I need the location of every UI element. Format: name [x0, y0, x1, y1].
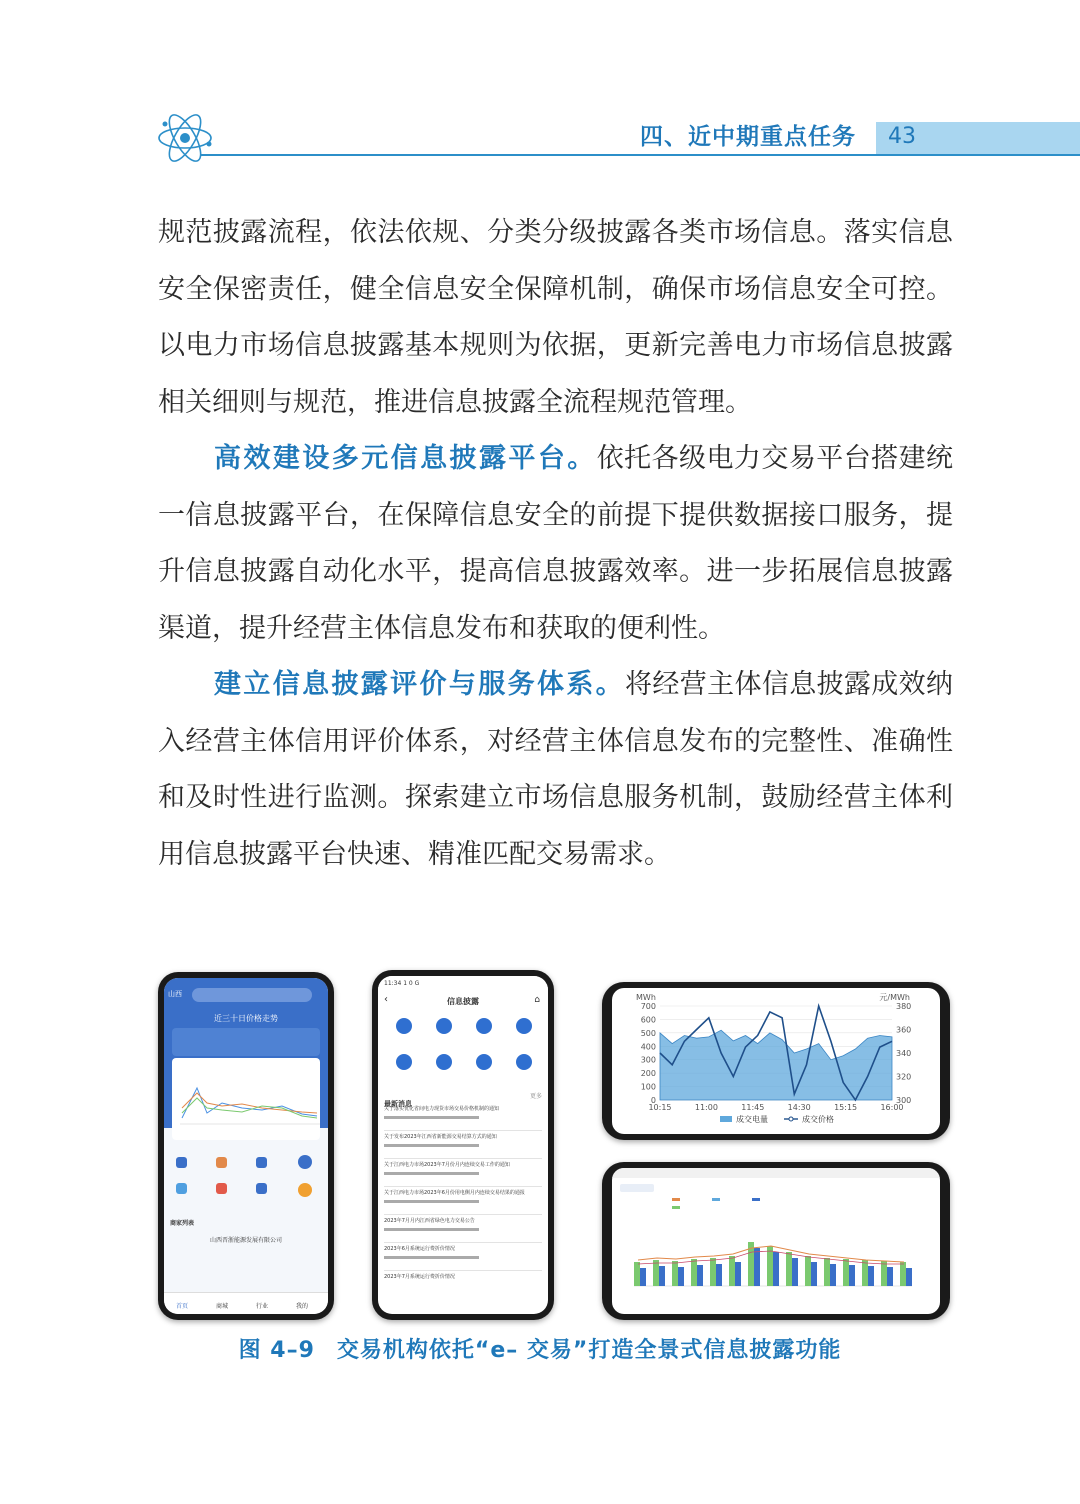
- bar-series: [634, 1242, 912, 1286]
- y2-tick-label: 380: [896, 1002, 912, 1011]
- bar: [805, 1256, 811, 1286]
- announcement-icon[interactable]: [216, 1183, 227, 1194]
- bottom-nav: [164, 1292, 328, 1314]
- category-icon-6[interactable]: [436, 1054, 452, 1070]
- bar: [767, 1246, 773, 1286]
- contract-icon[interactable]: [216, 1157, 227, 1168]
- news-item-title: 关于江西电力市场2023年6月份用电侧月内连续交易结果的通报: [384, 1190, 525, 1196]
- legend-swatch-volume: [720, 1116, 732, 1122]
- legend-label-volume: 成交电量: [736, 1115, 768, 1124]
- phone-disclosure-app: [372, 970, 554, 1320]
- series-area-volume: [660, 1030, 892, 1100]
- header-rule: [200, 154, 1080, 156]
- bar: [906, 1268, 912, 1286]
- bar: [868, 1266, 874, 1286]
- news-item[interactable]: [384, 1217, 542, 1243]
- phone-bar-chart: [602, 1162, 950, 1320]
- category-icon-1[interactable]: [396, 1018, 412, 1034]
- nav-home[interactable]: 首页: [176, 1303, 189, 1310]
- bar: [786, 1252, 792, 1286]
- bar-chart-screen: [612, 1168, 940, 1314]
- y-tick-label: 700: [640, 1002, 656, 1011]
- bar: [697, 1265, 703, 1286]
- y-tick-label: 100: [640, 1082, 656, 1092]
- bar: [849, 1265, 855, 1286]
- news-item[interactable]: [384, 1273, 542, 1299]
- phone-market-app: [158, 972, 334, 1320]
- figure-number: 图 4–9: [238, 1338, 315, 1363]
- market-info-icon[interactable]: [176, 1183, 187, 1194]
- category-icon-2[interactable]: [436, 1018, 452, 1034]
- trade-chart-screen: [612, 988, 940, 1134]
- atom-icon: [155, 108, 215, 168]
- news-item[interactable]: [384, 1161, 542, 1187]
- bar: [773, 1252, 779, 1286]
- bar: [887, 1267, 893, 1286]
- news-item-title: 关于江西电力市场2023年7月份月内连续交易工作的通知: [384, 1162, 510, 1168]
- news-item[interactable]: [384, 1133, 542, 1159]
- bar: [830, 1264, 836, 1286]
- latest-news: [384, 1091, 542, 1301]
- y-tick-label: 400: [640, 1042, 656, 1052]
- paragraph-1-text: 规范披露流程，依法依规、分类分级披露各类市场信息。落实信息安全保密责任，健全信息安全保障机制，确保市场信息安全可控。以电力市场信息披露基本规则为依据，更新完善电力市场信息披露相关细则与规范，推进信息披露全流程规范管理。: [158, 217, 953, 418]
- price-trend-lines: [172, 1058, 324, 1140]
- bar: [735, 1262, 741, 1286]
- paragraph-2-heading: 高效建设多元信息披露平台。: [214, 443, 597, 474]
- paragraph-3-heading: 建立信息披露评价与服务体系。: [214, 669, 626, 700]
- x-tick-label: 15:15: [834, 1103, 858, 1112]
- y2-tick-label: 340: [896, 1049, 912, 1058]
- y2-axis-label: 元/MWh: [879, 993, 910, 1002]
- bar: [710, 1258, 716, 1286]
- y-tick-label: 300: [640, 1055, 656, 1065]
- y2-tick-label: 320: [896, 1072, 912, 1082]
- price-trend-title: 近三十日价格走势: [214, 1014, 278, 1023]
- paragraph-3-text: 将经营主体信息披露成效纳入经营主体信用评价体系，对经营主体信息发布的完整性、准确性和及时性进行监测。探索建立市场信息服务机制，鼓励经营主体利用信息披露平台快速、精准匹配交易需求。: [158, 669, 954, 870]
- news-item-title: 2023年6月系统运行费折价情况: [384, 1246, 455, 1252]
- city-label: 山西: [168, 990, 182, 998]
- bar: [691, 1259, 697, 1286]
- latest-news-title: 最新消息: [384, 1100, 412, 1108]
- status-time: 11:34 1 0 G: [384, 980, 420, 987]
- news-item-title: 2023年7月系统运行费折价情况: [384, 1274, 455, 1280]
- disclosure-header: [378, 976, 548, 1012]
- service-icon-grid: [164, 1153, 328, 1213]
- y-tick-label: 200: [640, 1069, 656, 1079]
- news-item[interactable]: [384, 1189, 542, 1215]
- paragraph-1: [158, 205, 953, 431]
- bar-chart-thumbnail: [612, 1168, 940, 1314]
- x-tick-label: 16:00: [880, 1103, 904, 1112]
- page-header: [0, 100, 1080, 170]
- screen-icon[interactable]: [298, 1183, 312, 1197]
- phone-disclosure-screen: [378, 976, 548, 1314]
- nav-industry[interactable]: 行业: [256, 1303, 269, 1310]
- checkin-icon[interactable]: [298, 1155, 312, 1169]
- bar: [640, 1268, 646, 1286]
- legend-label-price: 成交价格: [802, 1115, 834, 1124]
- bar: [672, 1261, 678, 1286]
- x-tick-label: 11:00: [694, 1103, 718, 1112]
- phone-trade-chart: [602, 982, 950, 1140]
- y2-tick-label: 300: [896, 1096, 912, 1105]
- x-tick-label: 11:45: [741, 1103, 765, 1112]
- news-item-title: 关于落实优化省间电力现货市场交易价格机制的通知: [384, 1106, 500, 1112]
- chapter-title: 四、近中期重点任务: [640, 124, 856, 150]
- category-icon-5[interactable]: [396, 1054, 412, 1070]
- y-axis-label: MWh: [636, 993, 656, 1002]
- y-tick-label: 500: [640, 1028, 656, 1038]
- bar: [843, 1259, 849, 1286]
- bar: [811, 1262, 817, 1286]
- query-icon[interactable]: [256, 1157, 267, 1168]
- nav-mine[interactable]: 我的: [296, 1303, 309, 1310]
- page-number: 43: [888, 124, 916, 149]
- bar: [754, 1248, 760, 1286]
- bar: [881, 1261, 887, 1286]
- paragraph-2-text: 依托各级电力交易平台搭建统一信息披露平台，在保障信息安全的前提下提供数据接口服务，提升信息披露自动化水平，提高信息披露效率。进一步拓展信息披露渠道，提升经营主体信息发布和获取的便利性。: [158, 443, 954, 644]
- more-link[interactable]: 更多: [529, 1093, 542, 1100]
- bar: [824, 1258, 830, 1286]
- bar: [729, 1256, 735, 1286]
- bar: [634, 1262, 640, 1286]
- figure-caption: [0, 1333, 1080, 1364]
- home-icon[interactable]: ⌂: [534, 995, 540, 1005]
- bar: [792, 1258, 798, 1286]
- x-tick-label: 10:15: [648, 1103, 672, 1112]
- merchant-list: [170, 1218, 322, 1244]
- price-summary-card: [172, 1028, 320, 1056]
- paragraph-3: [158, 657, 953, 883]
- paragraph-2: [158, 431, 953, 657]
- nav-mall[interactable]: 商城: [216, 1303, 229, 1310]
- y-tick-label: 600: [640, 1015, 656, 1025]
- identity-icon[interactable]: [176, 1157, 187, 1168]
- category-icon-4[interactable]: [516, 1018, 532, 1034]
- report-icon[interactable]: [256, 1183, 267, 1194]
- category-icon-8[interactable]: [516, 1054, 532, 1070]
- bar: [862, 1260, 868, 1286]
- y-tick-label: 0: [650, 1096, 656, 1105]
- trade-volume-price-chart: [612, 988, 940, 1134]
- news-item-title: 2023年7月月内江西省绿色电力交易公告: [384, 1218, 475, 1224]
- news-item[interactable]: [384, 1245, 542, 1271]
- bar: [678, 1267, 684, 1286]
- price-trend-chart: [172, 1058, 320, 1140]
- back-arrow-icon[interactable]: ‹: [384, 994, 388, 1005]
- disclosure-title: 信息披露: [447, 997, 479, 1006]
- merchant-company-name[interactable]: 山西晋浙能源发展有限公司: [210, 1237, 283, 1244]
- figure-caption-text: 交易机构依托“e– 交易”打造全景式信息披露功能: [336, 1338, 842, 1363]
- news-item[interactable]: [384, 1105, 542, 1131]
- y2-tick-label: 360: [896, 1025, 912, 1035]
- category-icon-7[interactable]: [476, 1054, 492, 1070]
- bar: [900, 1262, 906, 1286]
- category-icon-3[interactable]: [476, 1018, 492, 1034]
- news-item-title: 关于发布2023年江西省新能源交易结算方式的通知: [384, 1134, 497, 1140]
- x-tick-label: 14:30: [787, 1103, 811, 1112]
- search-bar[interactable]: [192, 988, 312, 1002]
- body-text: [158, 205, 953, 883]
- disclosure-category-grid: [382, 1014, 544, 1086]
- legend-marker-price: [789, 1117, 793, 1121]
- phone-market-screen: [164, 978, 328, 1314]
- merchant-list-title: 商家列表: [170, 1220, 195, 1227]
- bar: [716, 1264, 722, 1286]
- bar: [653, 1260, 659, 1286]
- bar: [659, 1266, 665, 1286]
